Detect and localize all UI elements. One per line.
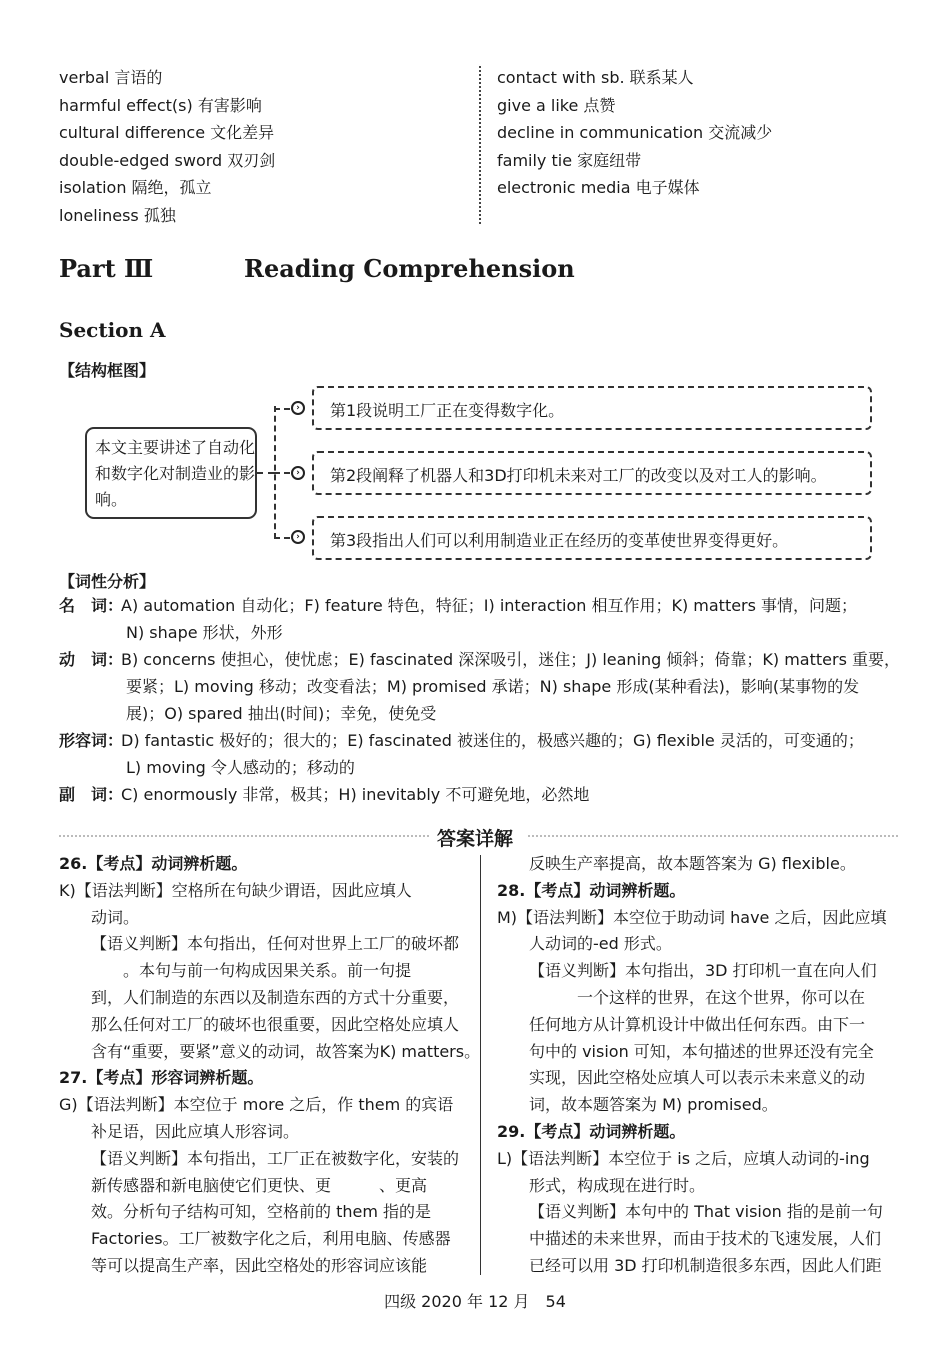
answer-line: 新传感器和新电脑使它们更快、更 、更高 bbox=[91, 1175, 428, 1195]
page-footer: 四级 2020 年 12 月 54 bbox=[384, 1292, 566, 1311]
pos-label-adv: 副 词： bbox=[59, 785, 124, 804]
structure-main-box: 本文主要讲述了自动化和数字化对制造业的影响。 bbox=[85, 427, 257, 519]
answer-line: 人动词的-ed 形式。 bbox=[529, 934, 672, 954]
answer-line: 效。分析句子结构可知，空格前的 them 指的是 bbox=[91, 1202, 432, 1222]
pos-line: A) automation 自动化；F) feature 特色，特征；I) interaction 相互作用；K) matters 事情，问题； bbox=[121, 596, 858, 615]
part-label: Part Ⅲ bbox=[59, 254, 154, 283]
vocab-item: electronic media 电子媒体 bbox=[497, 178, 700, 197]
answer-line: K)【语法判断】空格所在句缺少谓语，因此应填人 bbox=[59, 880, 412, 900]
answer-line: 。本句与前一句构成因果关系。前一句提 bbox=[91, 961, 412, 981]
paragraph-summary: 第3段指出人们可以利用制造业正在经历的变革使世界变得更好。 bbox=[330, 531, 789, 550]
vocab-item: give a like 点赞 bbox=[497, 95, 616, 115]
connector-line bbox=[274, 408, 290, 410]
vocab-list-right bbox=[497, 64, 772, 202]
answer-line: 形式，构成现在进行时。 bbox=[529, 1175, 706, 1195]
answer-line: G)【语法判断】本空位于 more 之后，作 them 的宾语 bbox=[59, 1095, 454, 1115]
answer-line: L)【语法判断】本空位于 is 之后，应填人动词的-ing bbox=[497, 1148, 870, 1168]
answer-line: 词，故本题答案为 M) promised。 bbox=[529, 1095, 778, 1115]
pos-line: C) enormously 非常，极其；H) inevitably 不可避免地，必然地 bbox=[121, 785, 590, 804]
vocab-item: harmful effect(s) 有害影响 bbox=[59, 95, 262, 115]
answer-line: 任何地方从计算机设计中做出任何东西。由下一 bbox=[529, 1014, 866, 1034]
answer-line: 句中的 vision 可知，本句描述的世界还没有完全 bbox=[529, 1041, 874, 1061]
vocab-item: family tie 家庭纽带 bbox=[497, 150, 642, 170]
part-title: Reading Comprehension bbox=[244, 254, 575, 283]
answer-line: 补足语，因此应填人形容词。 bbox=[91, 1121, 300, 1141]
vocab-item: isolation 隔绝，孤立 bbox=[59, 178, 212, 197]
vocab-divider bbox=[479, 66, 481, 224]
answer-line: 那么任何对工厂的破坏也很重要，因此空格处应填人 bbox=[91, 1014, 460, 1034]
answers-right-column bbox=[497, 851, 886, 1280]
column-divider bbox=[480, 855, 481, 1275]
connector-line bbox=[257, 472, 274, 474]
pos-label-adj: 形容词： bbox=[59, 731, 124, 750]
answer-line: 中描述的未来世界，而由于技术的飞速发展，人们 bbox=[529, 1229, 882, 1249]
answer-line: 实现，因此空格处应填人可以表示未来意义的动 bbox=[529, 1068, 866, 1088]
answer-line: 26.【考点】动词辨析题。 bbox=[59, 854, 248, 873]
structure-paragraph-box bbox=[312, 386, 872, 430]
paragraph-summary: 第1段说明工厂正在变得数字化。 bbox=[330, 401, 565, 420]
arrow-circle-icon: › bbox=[291, 466, 305, 480]
answer-line: 【语义判断】本句指出，工厂正在被数字化，安装的 bbox=[91, 1148, 460, 1168]
answer-line: 【语义判断】本句指出，任何对世界上工厂的破坏都 bbox=[91, 934, 460, 954]
pos-line: D) fantastic 极好的；很大的；E) fascinated 被迷住的，极感兴趣的；G) flexible 灵活的，可变通的； bbox=[121, 731, 864, 750]
answer-line: Factories。工厂被数字化之后，利用电脑、传感器 bbox=[91, 1229, 451, 1249]
pos-line: B) concerns 使担心，使忧虑；E) fascinated 深深吸引，迷住；J) leaning 倾斜；倚靠；K) matters 重要， bbox=[121, 650, 901, 669]
vocab-item: contact with sb. 联系某人 bbox=[497, 68, 694, 87]
answers-left-column bbox=[59, 851, 480, 1280]
structure-paragraph-box bbox=[312, 516, 872, 560]
pos-label-verb: 动 词： bbox=[59, 650, 124, 669]
arrow-circle-icon: › bbox=[291, 401, 305, 415]
vocab-item: loneliness 孤独 bbox=[59, 205, 176, 225]
answer-line: 动词。 bbox=[91, 907, 140, 927]
answer-line: 一个这样的世界，在这个世界，你可以在 bbox=[529, 987, 866, 1007]
answers-title: 答案详解 bbox=[436, 828, 513, 850]
vocab-item: double-edged sword 双刃剑 bbox=[59, 150, 276, 170]
connector-line bbox=[274, 537, 290, 539]
pos-label-noun: 名 词： bbox=[59, 596, 124, 615]
answer-line: 反映生产率提高，故本题答案为 G) flexible。 bbox=[529, 854, 856, 873]
answer-line: 【语义判断】本句指出，3D 打印机一直在向人们 bbox=[529, 961, 877, 981]
section-heading: Section A bbox=[59, 318, 166, 342]
pos-heading: 【词性分析】 bbox=[59, 572, 156, 591]
vocab-item: cultural difference 文化差异 bbox=[59, 123, 275, 142]
structure-paragraph-box bbox=[312, 451, 872, 495]
connector-line bbox=[274, 472, 290, 474]
pos-line: 展)；O) spared 抽出(时间)；幸免，使免受 bbox=[126, 704, 437, 723]
answer-line: 到，人们制造的东西以及制造东西的方式十分重要， bbox=[91, 987, 460, 1007]
answer-line: 含有“重要，要紧”意义的动词，故答案为K) matters。 bbox=[91, 1041, 481, 1061]
answer-line: M)【语法判断】本空位于助动词 have 之后，因此应填 bbox=[497, 907, 887, 927]
arrow-circle-icon: › bbox=[291, 530, 305, 544]
answer-line: 已经可以用 3D 打印机制造很多东西，因此人们距 bbox=[529, 1255, 882, 1275]
vocab-item: decline in communication 交流减少 bbox=[497, 123, 773, 142]
vocab-item: verbal 言语的 bbox=[59, 68, 163, 87]
pos-line: 要紧；L) moving 移动；改变看法；M) promised 承诺；N) shape 形成(某种看法)，影响(某事物的发 bbox=[126, 677, 860, 696]
answer-line: 【语义判断】本句中的 That vision 指的是前一句 bbox=[529, 1202, 883, 1222]
pos-line: N) shape 形状，外形 bbox=[126, 623, 283, 642]
paragraph-summary: 第2段阐释了机器人和3D打印机未来对工厂的改变以及对工人的影响。 bbox=[330, 466, 827, 485]
answer-line: 等可以提高生产率，因此空格处的形容词应该能 bbox=[91, 1255, 428, 1275]
structure-heading: 【结构框图】 bbox=[59, 361, 156, 380]
answer-line: 28.【考点】动词辨析题。 bbox=[497, 880, 686, 900]
answer-line: 27.【考点】形容词辨析题。 bbox=[59, 1068, 264, 1088]
pos-line: L) moving 令人感动的；移动的 bbox=[126, 758, 355, 777]
answer-line: 29.【考点】动词辨析题。 bbox=[497, 1121, 686, 1141]
vocab-list-left bbox=[59, 64, 275, 229]
